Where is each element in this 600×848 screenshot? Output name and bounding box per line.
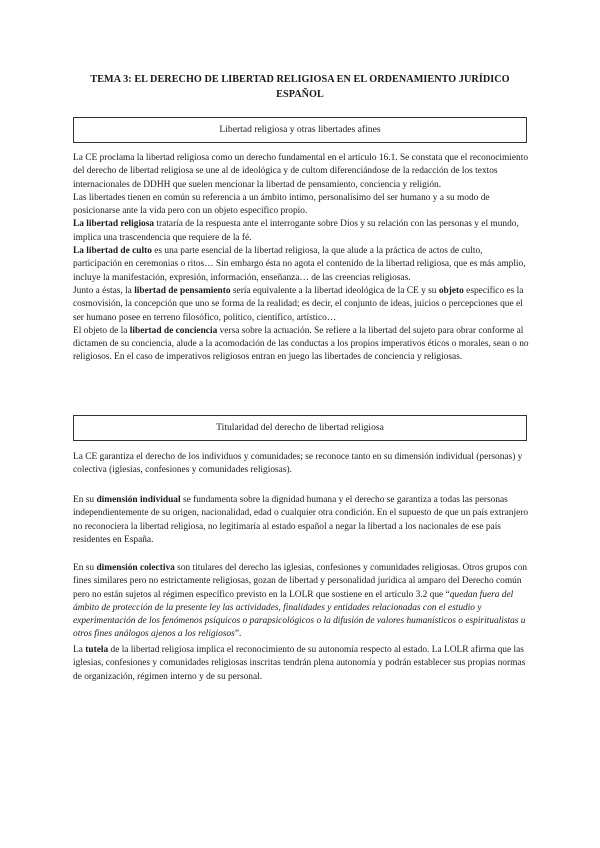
section-heading-libertad-religiosa: Libertad religiosa y otras libertades afines — [73, 117, 527, 143]
bold-term: dimensión colectiva — [96, 563, 175, 573]
paragraph-text: sería equivalente a la libertad ideológica de la CE y su — [230, 285, 439, 296]
paragraph — [73, 285, 531, 325]
section-titularidad-p4 — [73, 644, 531, 684]
paragraph-text: Junto a éstas, la — [73, 285, 135, 296]
paragraph-text: La — [73, 645, 86, 655]
bold-term: dimensión individual — [96, 495, 181, 505]
bold-term: libertad de pensamiento — [134, 285, 231, 296]
paragraph-text: El objeto de la — [73, 325, 130, 336]
paragraph-text: versa sobre la actuación. Se refiere a la libertad del sujeto para obrar conforme al dictamen de su conciencia, alude a la acomodación de las conductas a los propios imperativos éticos o morales, sean o no religiosos. En el caso de imperativos religiosos entran en juego las libertades de conciencia y religiosas. — [73, 325, 529, 363]
paragraph-text: ”. — [234, 629, 242, 640]
section-titularidad-p2 — [73, 494, 531, 547]
paragraph — [73, 325, 531, 365]
paragraph-text: se fundamenta sobre la dignidad humana y el derecho se garantiza a todas las personas independientemente de su origen, nacionalidad, edad o cualquier otra condición. En el supuesto de que un país extranjero no reconociera la libertad religiosa, no legitimaría al estado español a negar la libertad a los nacionales de ese país residentes en España. — [73, 495, 529, 545]
paragraph-text: específico es la cosmovisión, la concepción que uno se forma de la realidad; es decir, el conjunto de ideas, juicios o percepciones que el ser humano posee en terreno filosófico, político, científico, artístico… — [73, 285, 524, 323]
paragraph — [73, 644, 531, 684]
section-libertad-religiosa-body — [73, 152, 531, 365]
bold-term: tutela — [85, 645, 109, 655]
paragraph: La CE garantiza el derecho de los individuos y comunidades; se reconoce tanto en su dimensión individual (personas) y colectiva (iglesias, confesiones y comunidades religiosas). — [73, 452, 523, 476]
paragraph — [73, 494, 531, 547]
bold-term: La libertad de culto — [73, 246, 152, 257]
paragraph-text: son titulares del derecho las iglesias, confesiones y comunidades religiosas. Otros grupos con fines similares pero no estrictamente religiosas, gozan de libertad y personalidad jurídica al amparo del Derecho común pero no están sujetos al régimen específico previsto en la LOLR que sostiene en el artículo 3.2 que “ — [73, 563, 528, 600]
paragraph — [73, 245, 531, 285]
bold-term: libertad de conciencia — [129, 325, 218, 336]
paragraph-text: En su — [73, 563, 97, 573]
paragraph: Las libertades tienen en común su referencia a un ámbito íntimo, personalísimo del ser humano y a su modo de posicionarse ante la vida pero con un objeto específico propio. — [73, 192, 490, 217]
paragraph — [73, 218, 531, 245]
document-title: TEMA 3: EL DERECHO DE LIBERTAD RELIGIOSA EN EL ORDENAMIENTO JURÍDICO ESPAÑOL — [90, 74, 510, 100]
paragraph-text: En su — [73, 495, 97, 505]
paragraph-text: trataría de la respuesta ante el interrogante sobre Dios y su relación con las personas y el mundo, implica una trascendencia que requiere de la fé. — [73, 219, 519, 243]
paragraph — [73, 562, 531, 642]
quoted-article-text: quedan fuera del ámbito de protección de la presente ley las actividades, finalidades y entidades relacionadas con el estudio y experimentación de los fenómenos psíquicos o parapsicológicos o la difusión de valores humanísticos o espiritualistas u otros fines análogos ajenos a los religiosos — [73, 589, 526, 640]
paragraph: La CE proclama la libertad religiosa como un derecho fundamental en el artículo 16.1. Se constata que el reconocimiento del derecho de libertad religiosa se une al de ideológica y de cultom diferenciándose de la redacción de los textos internacionales de DDHH que suelen mencionar la libertad de pensamiento, conciencia y religión. — [73, 153, 529, 190]
paragraph-text: es una parte esencial de la libertad religiosa, la que alude a la práctica de actos de culto, participación en ceremonias o ritos… Sin embargo ésta no agota el contenido de la libertad religiosa, que es más amplio, incluye la manifestación, expresión, información, enseñanza… de las creencias religiosas. — [73, 246, 526, 283]
paragraph-text: de la libertad religiosa implica el reconocimiento de su autonomía respecto al estado. La LOLR afirma que las iglesias, confesiones y comunidades religiosas inscritas tendrán plena autonomía y podrán establecer sus propias normas de organización, régimen interno y de su personal. — [73, 645, 526, 682]
section-titularidad-p3 — [73, 562, 531, 642]
section-heading-titularidad: Titularidad del derecho de libertad religiosa — [73, 415, 527, 441]
section-titularidad-p1 — [73, 451, 531, 478]
bold-term: La libertad religiosa — [73, 219, 155, 230]
bold-term: objeto — [438, 285, 464, 296]
